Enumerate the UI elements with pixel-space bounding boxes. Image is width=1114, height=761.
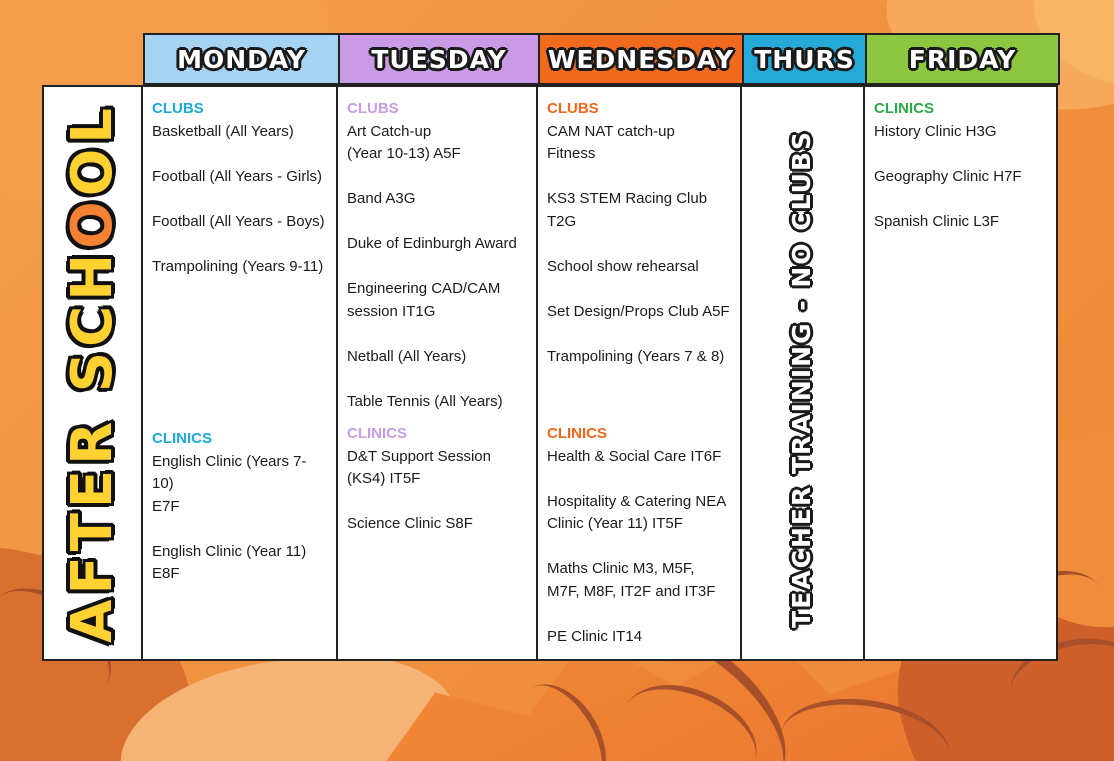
day-cell-thursday [740, 85, 865, 661]
after-school-title [60, 103, 125, 643]
activity-line: Trampolining (Years 9-11) [152, 257, 324, 275]
activity-line: School show rehearsal [547, 257, 699, 275]
activity-line: session IT1G [347, 302, 436, 320]
activity-item [874, 121, 1047, 144]
title-segment: OL [60, 103, 125, 197]
wednesday-clinics-section [547, 423, 731, 648]
activity-line: Art Catch-up [347, 122, 432, 140]
activity-line: Duke of Edinburgh Award [347, 235, 517, 252]
section-heading: CLINICS [547, 425, 607, 442]
day-header-tuesday: TUESDAY [338, 33, 540, 85]
activity-line: (Year 10-13) A5F [347, 145, 461, 162]
day-cell-tuesday [336, 85, 538, 661]
activity-line: Football (All Years - Girls) [152, 167, 323, 185]
activity-item [347, 278, 527, 323]
activity-item [547, 558, 731, 603]
activity-line: D&T Support Session [347, 447, 491, 465]
activity-line: English Clinic (Years 7-10) [152, 452, 307, 492]
activity-line: E8F [152, 565, 180, 582]
section-heading: CLINICS [347, 425, 407, 442]
activity-line: English Clinic (Year 11) [152, 542, 307, 560]
activity-line: KS3 STEM Racing Club T2G [547, 190, 708, 230]
tuesday-clinics-section [347, 423, 527, 536]
activity-item [347, 391, 527, 414]
activity-line: Band A3G [347, 190, 416, 207]
title-segment: AFTER SCH [60, 248, 125, 643]
activity-line: Fitness [547, 145, 596, 162]
activity-line: Trampolining (Years 7 & 8) [547, 347, 725, 365]
section-heading: CLUBS [547, 100, 599, 117]
activity-item [547, 491, 731, 536]
section-heading: CLINICS [152, 430, 212, 447]
teacher-training-note: TEACHER TRAINING - NO CLUBS [787, 129, 817, 628]
activity-line: Football (All Years - Boys) [152, 212, 325, 230]
monday-clinics-section [152, 428, 327, 586]
activity-item [347, 346, 527, 369]
tuesday-clubs-section [347, 98, 527, 413]
activity-item [547, 626, 731, 649]
activity-item [547, 188, 731, 233]
activity-line: Health & Social Care IT6F [547, 447, 722, 465]
activity-line: Table Tennis (All Years) [347, 392, 503, 410]
day-header-wednesday: WEDNESDAY [538, 33, 744, 85]
section-heading: CLUBS [347, 100, 399, 117]
activity-item [347, 233, 527, 256]
activity-line: Science Clinic S8F [347, 515, 473, 532]
activity-item [547, 121, 731, 166]
activity-line: Clinic (Year 11) IT5F [547, 515, 683, 532]
day-cell-monday [141, 85, 338, 661]
activity-line: CAM NAT catch-up [547, 122, 675, 140]
activity-item [347, 121, 527, 166]
friday-clinics-section [874, 98, 1047, 233]
activity-item [152, 451, 327, 519]
section-heading: CLUBS [152, 100, 204, 117]
wednesday-clubs-section [547, 98, 731, 368]
day-header-row [143, 33, 1068, 85]
activity-item [152, 541, 327, 586]
activity-line: Geography Clinic H7F [874, 167, 1022, 185]
day-cell-wednesday [536, 85, 742, 661]
activity-line: PE Clinic IT14 [547, 627, 643, 645]
timetable-body-row [42, 85, 1068, 661]
activity-line: Netball (All Years) [347, 347, 467, 365]
activity-item [547, 256, 731, 279]
section-heading: CLINICS [874, 100, 934, 117]
activity-item [874, 211, 1047, 234]
activity-item [547, 346, 731, 369]
activity-line: Hospitality & Catering NEA [547, 492, 727, 510]
monday-clubs-section [152, 98, 327, 278]
activity-line: E7F [152, 497, 180, 515]
activity-line: History Clinic H3G [874, 122, 997, 140]
after-school-title-cell [42, 85, 143, 661]
activity-item [152, 166, 327, 189]
activity-line: Spanish Clinic L3F [874, 212, 1000, 230]
activity-item [152, 121, 327, 144]
day-header-friday: FRIDAY [865, 33, 1060, 85]
activity-line: Maths Clinic M3, M5F, [547, 560, 695, 577]
activity-line: (KS4) IT5F [347, 470, 421, 487]
day-header-monday: MONDAY [143, 33, 340, 85]
activity-line: M7F, M8F, IT2F and IT3F [547, 582, 716, 600]
activity-item [347, 513, 527, 536]
activity-item [547, 301, 731, 324]
activity-item [547, 446, 731, 469]
after-school-timetable [42, 33, 1068, 661]
activity-line: Set Design/Props Club A5F [547, 302, 730, 320]
activity-item [347, 188, 527, 211]
activity-item [152, 211, 327, 234]
title-segment: O [60, 196, 125, 249]
day-header-thursday: THURS [742, 33, 867, 85]
activity-item [874, 166, 1047, 189]
day-cell-friday [863, 85, 1058, 661]
activity-line: Basketball (All Years) [152, 122, 294, 140]
activity-line: Engineering CAD/CAM [347, 280, 501, 297]
activity-item [347, 446, 527, 491]
activity-item [152, 256, 327, 279]
